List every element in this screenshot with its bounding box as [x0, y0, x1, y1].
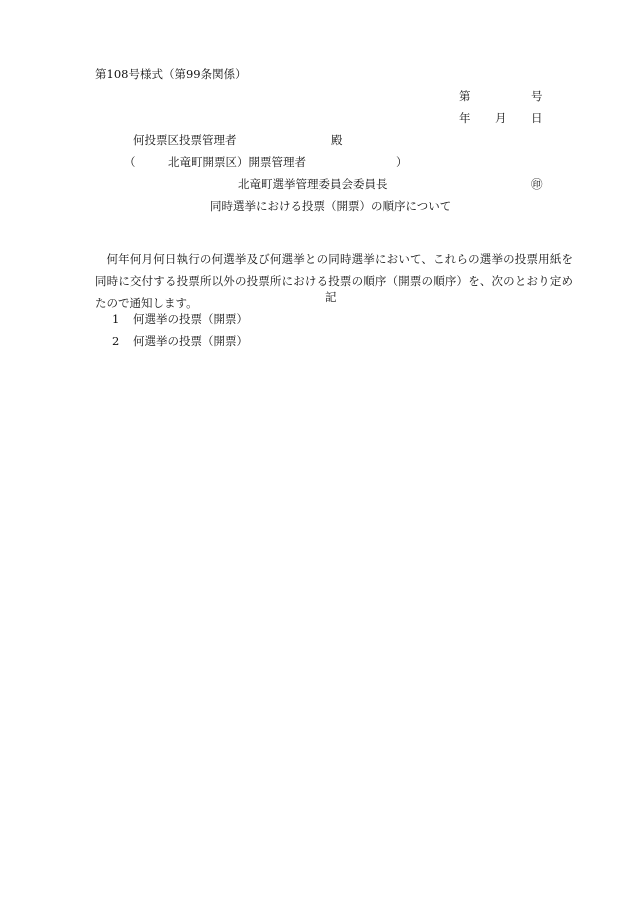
date-month: 月 — [495, 111, 507, 125]
addressee-honorific: 殿 — [331, 133, 343, 147]
sub-addressee-paren-open: （ — [124, 155, 136, 169]
seal-mark: ㊞ — [531, 177, 543, 191]
item-1-text: 何選挙の投票（開票） — [133, 312, 248, 326]
subject-line: 同時選挙における投票（開票）の順序について — [210, 199, 452, 213]
item-1-number: 1 — [112, 312, 120, 326]
form-number: 第108号様式（第99条関係） — [95, 67, 247, 81]
date-year: 年 — [459, 111, 471, 125]
sender-title: 北竜町選挙管理委員会委員長 — [238, 177, 388, 191]
body-paragraph: 何年何月何日執行の何選挙及び何選挙との同時選挙において、これらの選挙の投票用紙を同時に交付する投票所以外の投票所における投票の順序（開票の順序）を、次のとおり定めたので通知します。 — [95, 252, 573, 310]
doc-number-suffix: 号 — [531, 89, 543, 103]
date-day: 日 — [531, 111, 543, 125]
ki-heading: 記 — [325, 290, 337, 304]
doc-number-prefix: 第 — [459, 89, 471, 103]
sub-addressee-title: 北竜町開票区）開票管理者 — [168, 155, 306, 169]
addressee-title: 何投票区投票管理者 — [133, 133, 237, 147]
item-2-text: 何選挙の投票（開票） — [133, 334, 248, 348]
sub-addressee-paren-close: ） — [396, 155, 408, 169]
item-2-number: 2 — [112, 334, 120, 348]
